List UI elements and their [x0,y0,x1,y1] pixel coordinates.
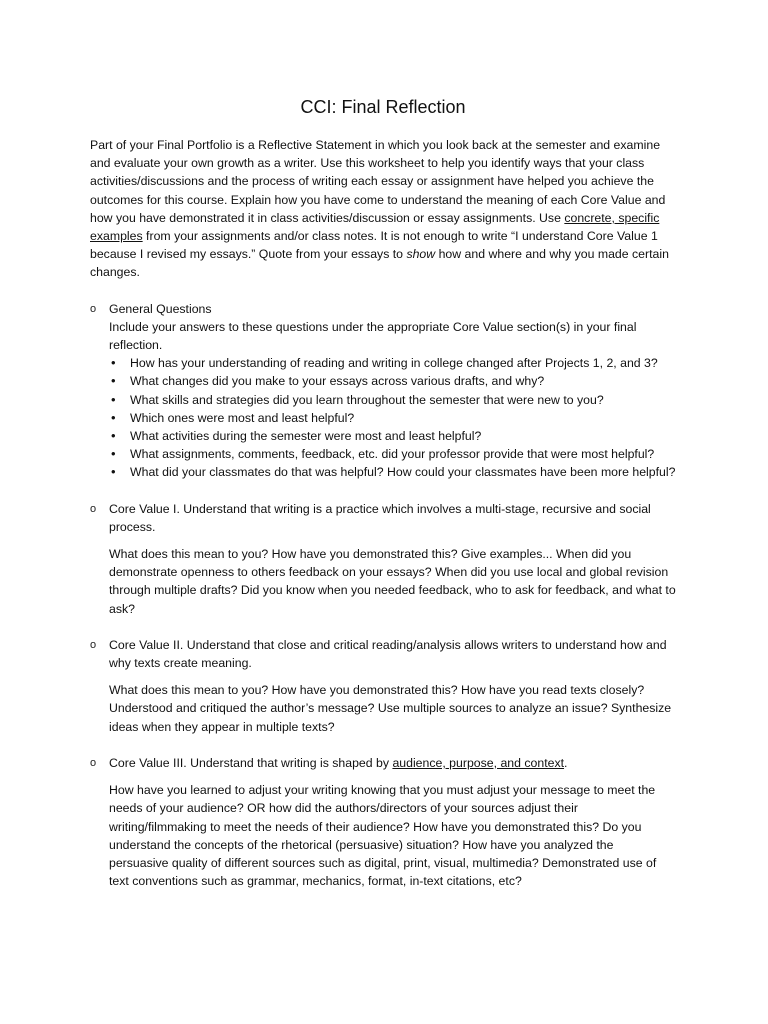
general-questions-list [109,354,676,481]
list-item: • What skills and strategies did you learn throughout the semester that were new to you? [109,391,676,409]
intro-paragraph [90,136,676,282]
intro-text-1: Part of your Final Portfolio is a Reflective Statement in which you look back at the semester and examine and evaluate your own growth as a writer. Use this worksheet to help you identify ways that your class activities/discussions and the process of writing each essay or assignment have helped you achieve the outcomes for this course. Explain how you have come to understand the meaning of each Core Value and how you have demonstrated it in class activities/discussion or essay assignments. Use [90,138,666,225]
core-value-1-body: What does this mean to you? How have you demonstrated this? Give examples... When did you demonstrate openness to others feedback on your essays? When did you use local and global revision through multiple drafts? Did you know when you needed feedback, who to ask for feedback, and what to ask? [109,547,676,616]
list-marker: o [90,502,97,515]
bullet-icon: • [111,428,116,444]
list-item: • What activities during the semester were most and least helpful? [109,427,676,445]
list-item: • What changes did you make to your essays across various drafts, and why? [109,372,676,390]
general-questions-note: Include your answers to these questions under the appropriate Core Value section(s) in your final reflection. [109,319,637,353]
core-value-2-body: What does this mean to you? How have you demonstrated this? How have you read texts closely? Understood and critiqued the author’s message? Use multiple sources to analyze an issue? Synthesize ideas when they appear in multiple texts? [109,683,672,734]
bullet-icon: • [111,464,116,480]
list-item: • Which ones were most and least helpful? [109,409,676,427]
intro-emphasis-show: show [406,247,436,262]
bullet-icon: • [111,409,116,425]
bullet-icon: • [111,355,116,371]
list-item: • What assignments, comments, feedback, etc. did your professor provide that were most helpful? [109,445,676,463]
list-marker: o [90,756,97,769]
intro-underlined-examples: examples [90,229,143,244]
core-value-3-section [90,754,676,890]
core-value-3-heading: Core Value III. Understand that writing is shaped by audience, purpose, and context. [109,755,568,770]
list-item: • What did your classmates do that was helpful? How could your classmates have been more helpful? [109,463,676,481]
bullet-icon: • [111,446,116,462]
core-value-2-heading: Core Value II. Understand that close and critical reading/analysis allows writers to understand how and why texts create meaning. [109,637,667,671]
list-item: • How has your understanding of reading and writing in college changed after Projects 1, 2, and 3? [109,354,676,372]
core-value-1-heading: Core Value I. Understand that writing is a practice which involves a multi-stage, recursive and social process. [109,501,651,534]
core-value-1-section [90,500,676,618]
bullet-icon: • [111,373,116,389]
general-questions-heading: General Questions [109,301,212,316]
bullet-icon: • [111,391,116,407]
intro-text-3: how and where and why you made certain changes. [90,247,669,280]
intro-text-2: from your assignments and/or class notes. It is not enough to write “I understand Core Value 1 because I revised my essays.” Quote from your essays to [90,229,658,262]
page-title: CCI: Final Reflection [300,97,466,117]
general-questions-section [90,300,676,482]
list-marker: o [90,302,97,315]
core-value-3-body: How have you learned to adjust your writing knowing that you must adjust your message to meet the needs of your audience? OR how did the authors/directors of your sources adjust their writing/filmmaking to meet the needs of their audience? How have you demonstrated this? Do you understand the concepts of the rhetorical (persuasive) situation? How have you analyzed the persuasive quality of different sources such as digital, print, visual, multimedia? Demonstrated use of text conventions such as grammar, mechanics, format, in-text citations, etc? [109,783,657,889]
list-marker: o [90,638,97,651]
intro-underlined-concrete: concrete, specific [564,210,660,225]
core-value-3-underlined: audience, purpose, and context [392,755,565,770]
core-value-2-section [90,636,676,736]
